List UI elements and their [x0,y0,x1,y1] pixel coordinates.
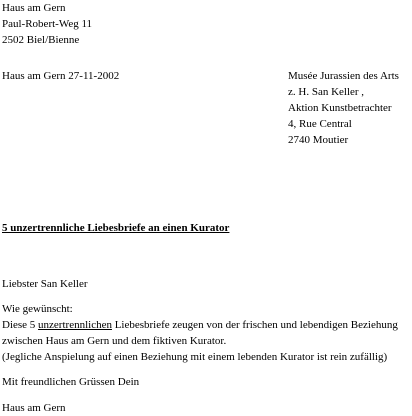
recipient-city: 2740 Moutier [288,134,349,146]
recipient-address [288,68,399,148]
body-line-1-start: Diese 5 [2,319,39,331]
letter-subject: 5 unzertrennliche Liebesbriefe an einen Kurator [2,222,230,234]
sender-street: Paul-Robert-Weg 11 [2,18,93,30]
closing-line: Mit freundlichen Grüssen Dein [2,376,140,388]
signature: Haus am Gern [2,402,66,414]
sender-city: 2502 Biel/Bienne [2,34,80,46]
body-line-1 [2,317,398,333]
salutation: Liebster San Keller [2,278,88,290]
body-intro: Wie gewünscht: [2,303,73,315]
recipient-department: Aktion Kunstbetrachter [288,102,392,114]
body-paragraph [2,317,398,349]
recipient-institution: Musée Jurassien des Arts [288,70,399,82]
body-line-1-end: Liebesbriefe zeugen von der frischen und lebendigen Beziehung [111,319,398,331]
sender-address [2,0,92,48]
body-line-2: zwischen Haus am Gern und dem fiktiven Kurator. [2,335,227,347]
disclaimer-note: (Jegliche Anspielung auf einen Beziehung mit einem lebenden Kurator ist rein zufällig) [2,351,388,363]
place-date: Haus am Gern 27-11-2002 [2,70,120,82]
sender-name: Haus am Gern [2,2,66,14]
underlined-word: unzertrennlichen [38,319,112,331]
recipient-street: 4, Rue Central [288,118,352,130]
recipient-attention: z. H. San Keller , [288,86,365,98]
